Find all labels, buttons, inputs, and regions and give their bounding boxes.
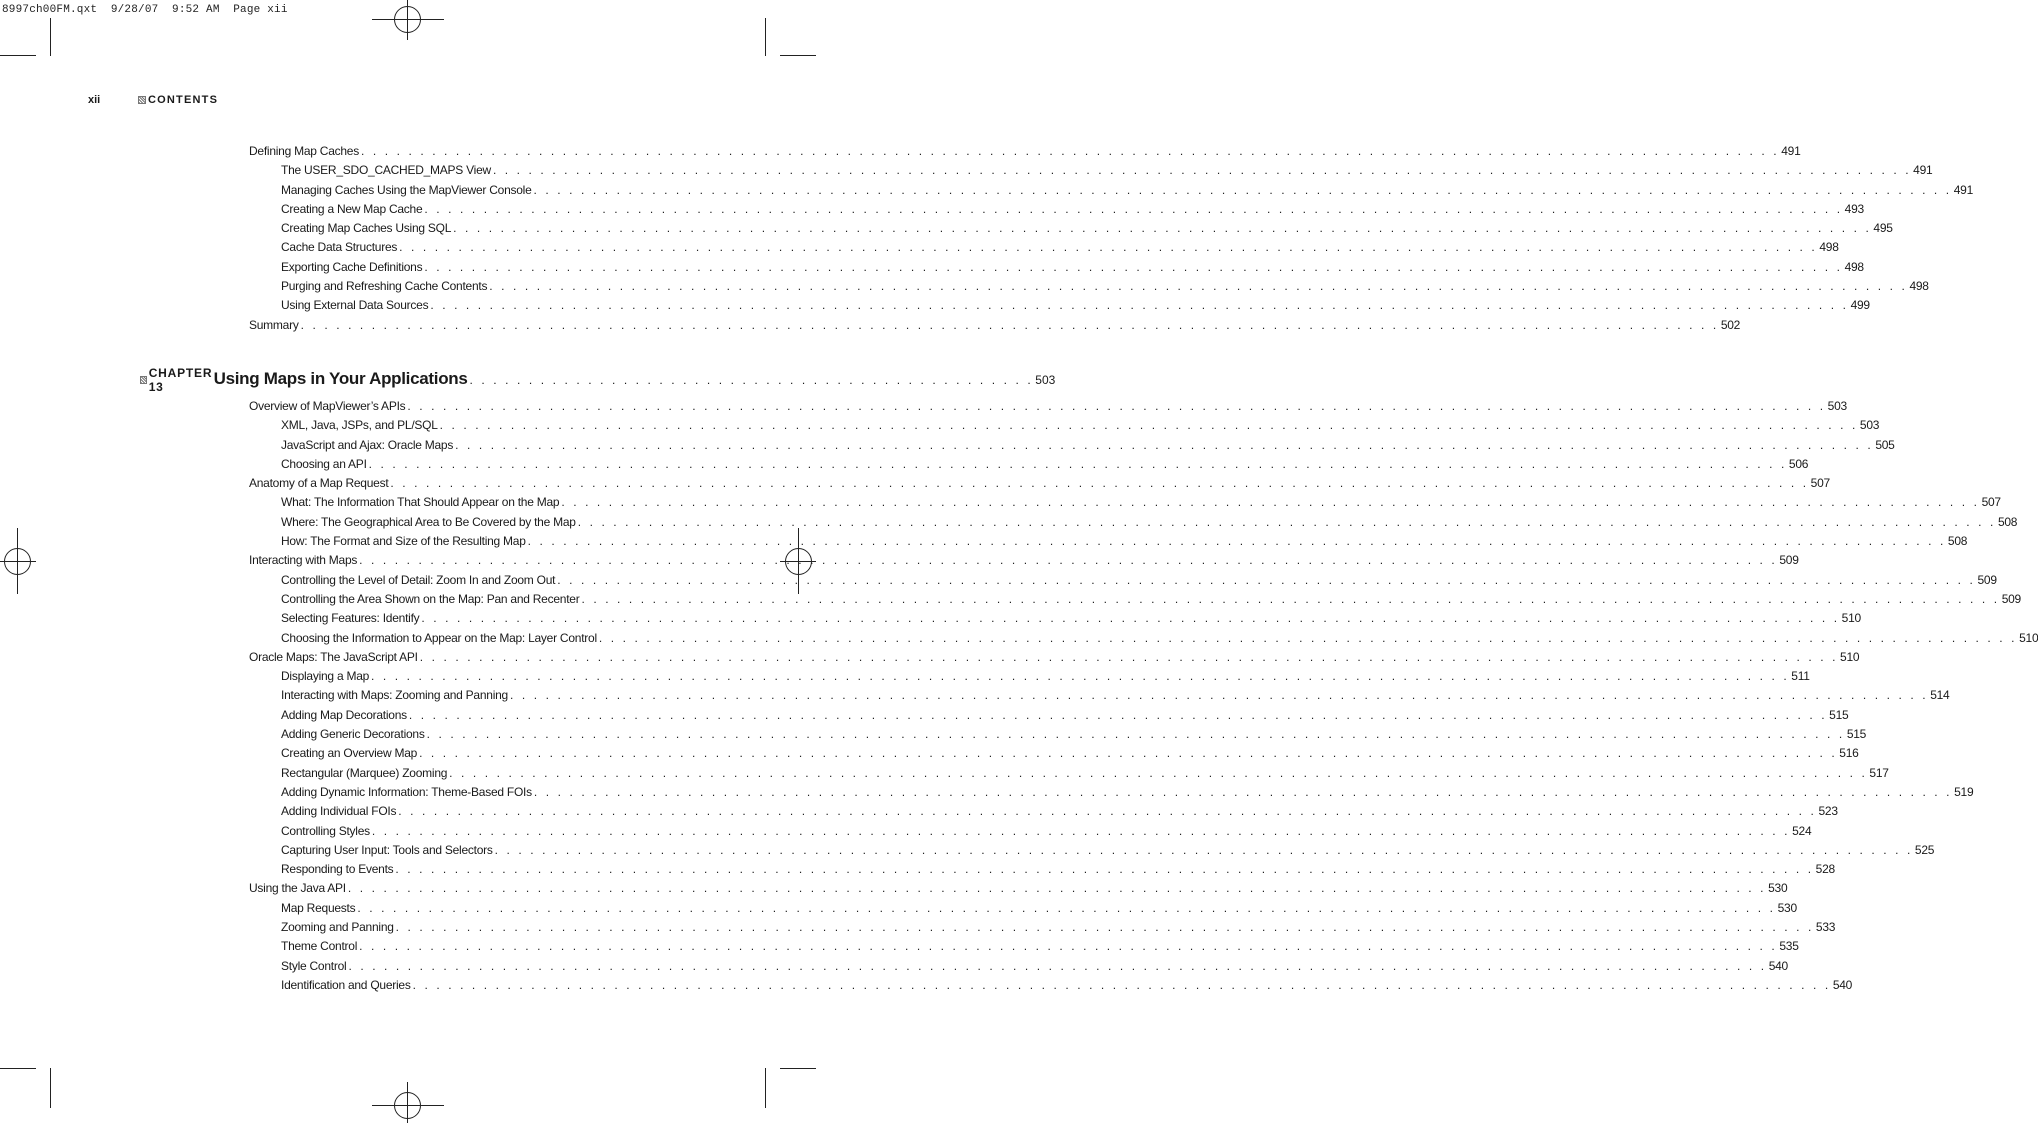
- toc-entry-title: Managing Caches Using the MapViewer Console: [281, 182, 532, 197]
- toc-entry-title: The USER_SDO_CACHED_MAPS View: [281, 163, 491, 178]
- toc-entry-page: 507: [1981, 495, 2001, 510]
- toc-entry: [249, 958, 1788, 978]
- toc-entry-title: Adding Dynamic Information: Theme-Based FOIs: [281, 784, 532, 799]
- toc-entry: [249, 939, 1799, 958]
- leader-dots: . . . . . . . . . . . . . . . . . . . . . . . . . . . . . . . . . . . . . . . . . . . . . . . .: [469, 373, 1034, 387]
- toc-entry: [249, 611, 1861, 630]
- leader-dots: . . . . . . . . . . . . . . . . . . . . . . . . . . . . . . . . . . . . . . . . . . . . . . . . . . . . . . . . . . . . . . . . . . . . . . . . . . . . . . . . . . . . . . . . . . . . . . . . . . . . . . . . . . . . . . . . . . . . . . . .: [412, 977, 1831, 992]
- crop-mark: [780, 55, 816, 56]
- toc-entry-title: Theme Control: [281, 939, 358, 954]
- toc-entry: [249, 630, 2038, 650]
- toc-entry-page: 510: [2019, 630, 2038, 645]
- leader-dots: . . . . . . . . . . . . . . . . . . . . . . . . . . . . . . . . . . . . . . . . . . . . . . . . . . . . . . . . . . . . . . . . . . . . . . . . . . . . . . . . . . . . . . . . . . . . . . . . . . . . . . . . . . . . . . . . . . . . . . . .: [359, 553, 1778, 568]
- toc-entry-title: Interacting with Maps: Zooming and Panning: [281, 688, 508, 703]
- toc-entry-page: 491: [1781, 144, 1801, 158]
- leader-dots: . . . . . . . . . . . . . . . . . . . . . . . . . . . . . . . . . . . . . . . . . . . . . . . . . . . . . . . . . . . . . . . . . . . . . . . . . . . . . . . . . . . . . . . . . . . . . . . . . . . . . . . . . . . . . . . . . . . . . . . .: [455, 437, 1874, 452]
- toc-entry-title: What: The Information That Should Appear on the Map: [281, 495, 560, 510]
- registration-mark-line: [17, 528, 18, 594]
- toc-entry-page: 499: [1850, 298, 1870, 313]
- toc-entry: [249, 279, 1929, 298]
- toc-entry: [249, 669, 1810, 688]
- toc-entry: [249, 977, 1853, 997]
- toc-section-after: [249, 399, 2038, 997]
- print-slug: 8997ch00FM.qxt 9/28/07 9:52 AM Page xii: [2, 4, 288, 16]
- toc-entry: [249, 298, 1870, 317]
- leader-dots: . . . . . . . . . . . . . . . . . . . . . . . . . . . . . . . . . . . . . . . . . . . . . . . . . . . . . . . . . . . . . . . . . . . . . . . . . . . . . . . . . . . . . . . . . . . . . . . . . . . . . . . . . . . . . . . . . . . . . . . .: [581, 591, 2000, 606]
- toc-entry-title: How: The Format and Size of the Resulting Map: [281, 534, 526, 549]
- leader-dots: . . . . . . . . . . . . . . . . . . . . . . . . . . . . . . . . . . . . . . . . . . . . . . . . . . . . . . . . . . . . . . . . . . . . . . . . . . . . . . . . . . . . . . . . . . . . . . . . . . . . . . . . . . . . . . . . . . . . . . . .: [453, 221, 1872, 236]
- toc-entry-page: 498: [1844, 259, 1864, 274]
- toc-entry-title: Using the Java API: [249, 881, 346, 896]
- toc-entry-page: 509: [2001, 591, 2021, 606]
- toc-entry-page: 514: [1930, 688, 1950, 703]
- toc-entry-title: Summary: [249, 317, 299, 332]
- running-head: [88, 94, 218, 106]
- toc-entry-title: Map Requests: [281, 900, 356, 915]
- toc-entry-title: Adding Individual FOIs: [281, 804, 397, 819]
- toc-entry-page: 517: [1869, 765, 1889, 780]
- leader-dots: . . . . . . . . . . . . . . . . . . . . . . . . . . . . . . . . . . . . . . . . . . . . . . . . . . . . . . . . . . . . . . . . . . . . . . . . . . . . . . . . . . . . . . . . . . . . . . . . . . . . . . . . . . . . . . . . . . . . . . . .: [408, 707, 1828, 722]
- toc-entry-page: 530: [1768, 881, 1788, 896]
- toc-entry: [249, 707, 1849, 727]
- leader-dots: . . . . . . . . . . . . . . . . . . . . . . . . . . . . . . . . . . . . . . . . . . . . . . . . . . . . . . . . . . . . . . . . . . . . . . . . . . . . . . . . . . . . . . . . . . . . . . . . . . . . . . . . . . . . . . . . . . . . . . . .: [577, 514, 1996, 529]
- toc-entry-page: 502: [1720, 317, 1741, 332]
- toc-entry: [249, 784, 1974, 804]
- toc-entry: [249, 534, 1968, 553]
- toc-entry-title: Overview of MapViewer’s APIs: [249, 399, 406, 413]
- toc-entry-title: Controlling the Area Shown on the Map: Pan and Recenter: [281, 591, 580, 606]
- leader-dots: . . . . . . . . . . . . . . . . . . . . . . . . . . . . . . . . . . . . . . . . . . . . . . . . . . . . . . . . . . . . . . . . . . . . . . . . . . . . . . . . . . . . . . . . . . . . . . . . . . . . . . . . . . . . . . . . . . . . . . . .: [424, 259, 1843, 274]
- toc-entry-title: Rectangular (Marquee) Zooming: [281, 765, 448, 780]
- toc-entry: [249, 900, 1797, 920]
- leader-dots: . . . . . . . . . . . . . . . . . . . . . . . . . . . . . . . . . . . . . . . . . . . . . . . . . . . . . . . . . . . . . . . . . . . . . . . . . . . . . . . . . . . . . . . . . . . . . . . . . . . . . . . . . . . . . . . . . . . . . . . .: [368, 456, 1787, 471]
- leader-dots: . . . . . . . . . . . . . . . . . . . . . . . . . . . . . . . . . . . . . . . . . . . . . . . . . . . . . . . . . . . . . . . . . . . . . . . . . . . . . . . . . . . . . . . . . . . . . . . . . . . . . . . . . . . . . . . . . . . . . . . .: [439, 418, 1858, 433]
- toc-entry-title: Choosing the Information to Appear on the Map: Layer Control: [281, 630, 597, 645]
- crop-mark: [765, 18, 766, 56]
- toc-entry-title: Identification and Queries: [281, 977, 411, 992]
- crop-mark: [765, 1068, 766, 1108]
- leader-dots: . . . . . . . . . . . . . . . . . . . . . . . . . . . . . . . . . . . . . . . . . . . . . . . . . . . . . . . . . . . . . . . . . . . . . . . . . . . . . . . . . . . . . . . . . . . . . . . . . . . . . . . . . . . . . . . . . . . . . . . .: [347, 881, 1767, 896]
- toc-entry-page: 508: [1947, 534, 1968, 549]
- toc-entry-page: 511: [1791, 669, 1810, 684]
- toc-entry-page: 535: [1779, 939, 1799, 954]
- toc-entry: [249, 881, 1788, 900]
- toc-entry-page: 491: [1953, 182, 1974, 197]
- toc-entry-title: Cache Data Structures: [281, 240, 398, 255]
- toc-entry-title: JavaScript and Ajax: Oracle Maps: [281, 437, 454, 452]
- toc-entry-title: Where: The Geographical Area to Be Covered by the Map: [281, 514, 576, 529]
- leader-dots: . . . . . . . . . . . . . . . . . . . . . . . . . . . . . . . . . . . . . . . . . . . . . . . . . . . . . . . . . . . . . . . . . . . . . . . . . . . . . . . . . . . . . . . . . . . . . . . . . . . . . . . . . . . . . . . . . . . . . . . .: [424, 201, 1843, 216]
- toc-entry: [249, 259, 1864, 279]
- toc-entry: [249, 688, 1950, 707]
- leader-dots: . . . . . . . . . . . . . . . . . . . . . . . . . . . . . . . . . . . . . . . . . . . . . . . . . . . . . . . . . . . . . . . . . . . . . . . . . . . . . . . . . . . . . . . . . . . . . . . . . . . . . . . . . . . . . . . . . . . . . . . .: [407, 399, 1826, 413]
- crop-mark: [780, 1068, 816, 1069]
- toc-entry-page: 525: [1914, 842, 1935, 857]
- toc-entry-title: Using External Data Sources: [281, 298, 429, 313]
- toc-entry-page: 528: [1815, 862, 1835, 877]
- toc-entry: [249, 418, 1880, 437]
- toc-entry-page: 510: [1840, 649, 1860, 664]
- toc-entry: [249, 553, 1799, 572]
- leader-dots: . . . . . . . . . . . . . . . . . . . . . . . . . . . . . . . . . . . . . . . . . . . . . . . . . . . . . . . . . . . . . . . . . . . . . . . . . . . . . . . . . . . . . . . . . . . . . . . . . . . . . . . . . . . . . . . . . . . . . . . .: [533, 784, 1953, 799]
- toc-entry-page: 524: [1792, 823, 1812, 838]
- toc-entry: [249, 495, 2001, 514]
- toc-entry: [249, 746, 1859, 765]
- leader-dots: . . . . . . . . . . . . . . . . . . . . . . . . . . . . . . . . . . . . . . . . . . . . . . . . . . . . . . . . . . . . . . . . . . . . . . . . . . . . . . . . . . . . . . . . . . . . . . . . . . . . . . . . . . . . . . . . . . . . . . . .: [430, 298, 1849, 313]
- toc-entry-page: 515: [1846, 727, 1867, 742]
- leader-dots: . . . . . . . . . . . . . . . . . . . . . . . . . . . . . . . . . . . . . . . . . . . . . . . . . . . . . . . . . . . . . . . . . . . . . . . . . . . . . . . . . . . . . . . . . . . . . . . . . . . . . . . . . . . . . . . . . . . . . . . .: [398, 804, 1817, 819]
- leader-dots: . . . . . . . . . . . . . . . . . . . . . . . . . . . . . . . . . . . . . . . . . . . . . . . . . . . . . . . . . . . . . . . . . . . . . . . . . . . . . . . . . . . . . . . . . . . . . . . . . . . . . . . . . . . . . . . . . . . . . . . .: [419, 649, 1839, 664]
- page-number: xii: [88, 94, 101, 106]
- toc-entry-page: 507: [1810, 476, 1830, 491]
- crop-mark: [0, 55, 36, 56]
- toc-entry-page: 519: [1954, 784, 1974, 799]
- registration-mark-line: [372, 1105, 444, 1106]
- toc-entry: [249, 476, 1830, 495]
- toc-entry-page: 516: [1839, 746, 1859, 761]
- toc-entry-title: Displaying a Map: [281, 669, 370, 684]
- leader-dots: . . . . . . . . . . . . . . . . . . . . . . . . . . . . . . . . . . . . . . . . . . . . . . . . . . . . . . . . . . . . . . . . . . . . . . . . . . . . . . . . . . . . . . . . . . . . . . . . . . . . . . . . . . . . . . . . . . . . . . . .: [357, 900, 1776, 915]
- toc-entry-title: Selecting Features: Identify: [281, 611, 420, 626]
- toc-entry-page: 515: [1829, 707, 1849, 722]
- toc-entry: [249, 163, 1933, 182]
- leader-dots: . . . . . . . . . . . . . . . . . . . . . . . . . . . . . . . . . . . . . . . . . . . . . . . . . . . . . . . . . . . . . . . . . . . . . . . . . . . . . . . . . . . . . . . . . . . . . . . . . . . . . . . . . . . . . . . . . . . . . . . .: [395, 862, 1814, 877]
- toc-entry: [249, 456, 1809, 476]
- toc-entry: [249, 920, 1836, 939]
- toc-entry-page: 509: [1779, 553, 1799, 568]
- running-head-title: CONTENTS: [138, 94, 218, 106]
- toc-entry-title: Creating Map Caches Using SQL: [281, 221, 452, 236]
- toc-entry-page: 505: [1875, 437, 1895, 452]
- toc-entry-page: 506: [1788, 456, 1809, 471]
- toc-entry: [249, 240, 1839, 259]
- toc-entry-title: Oracle Maps: The JavaScript API: [249, 649, 418, 664]
- toc-entry-title: Anatomy of a Map Request: [249, 476, 389, 491]
- toc-entry-title: Capturing User Input: Tools and Selectors: [281, 842, 493, 857]
- toc-entry: [249, 727, 1867, 746]
- registration-mark-line: [407, 0, 408, 40]
- toc-entry: [249, 144, 1801, 163]
- leader-dots: . . . . . . . . . . . . . . . . . . . . . . . . . . . . . . . . . . . . . . . . . . . . . . . . . . . . . . . . . . . . . . . . . . . . . . . . . . . . . . . . . . . . . . . . . . . . . . . . . . . . . . . . . . . . . . . . . . . . . . . .: [390, 476, 1809, 491]
- bullet-square-icon: [138, 96, 146, 104]
- toc-entry-page: 523: [1818, 804, 1838, 819]
- toc-entry-title: Defining Map Caches: [249, 144, 359, 158]
- toc-entry-title: Creating an Overview Map: [281, 746, 418, 761]
- toc-entry: [249, 842, 1935, 862]
- toc-entry: [249, 514, 2018, 534]
- toc-entry: [249, 862, 1835, 881]
- leader-dots: . . . . . . . . . . . . . . . . . . . . . . . . . . . . . . . . . . . . . . . . . . . . . . . . . . . . . . . . . . . . . . . . . . . . . . . . . . . . . . . . . . . . . . . . . . . . . . . . . . . . . . . . . . . . . . . . . . . . . . . .: [421, 611, 1840, 626]
- toc-entry-page: 540: [1768, 958, 1788, 973]
- chapter-page: 503: [1035, 373, 1056, 387]
- toc-entry-page: 509: [1977, 572, 1997, 587]
- leader-dots: . . . . . . . . . . . . . . . . . . . . . . . . . . . . . . . . . . . . . . . . . . . . . . . . . . . . . . . . . . . . . . . . . . . . . . . . . . . . . . . . . . . . . . . . . . . . . . . . . . . . . . . . . . . . . . . . . . . . . . . .: [557, 572, 1976, 587]
- toc-entry: [249, 649, 1860, 669]
- toc-entry-page: 503: [1827, 399, 1847, 413]
- leader-dots: . . . . . . . . . . . . . . . . . . . . . . . . . . . . . . . . . . . . . . . . . . . . . . . . . . . . . . . . . . . . . . . . . . . . . . . . . . . . . . . . . . . . . . . . . . . . . . . . . . . . . . . . . . . . . . . . . . . . . . . .: [492, 163, 1912, 178]
- toc-entry: [249, 765, 1889, 785]
- toc-entry-page: 498: [1909, 279, 1929, 294]
- leader-dots: . . . . . . . . . . . . . . . . . . . . . . . . . . . . . . . . . . . . . . . . . . . . . . . . . . . . . . . . . . . . . . . . . . . . . . . . . . . . . . . . . . . . . . . . . . . . . . . . . . . . . . . . . . . . . . . . . . . . . . . .: [527, 534, 1946, 549]
- leader-dots: . . . . . . . . . . . . . . . . . . . . . . . . . . . . . . . . . . . . . . . . . . . . . . . . . . . . . . . . . . . . . . . . . . . . . . . . . . . . . . . . . . . . . . . . . . . . . . . . . . . . . . . . . . . . . . . . . . . . . . . .: [561, 495, 1980, 510]
- leader-dots: . . . . . . . . . . . . . . . . . . . . . . . . . . . . . . . . . . . . . . . . . . . . . . . . . . . . . . . . . . . . . . . . . . . . . . . . . . . . . . . . . . . . . . . . . . . . . . . . . . . . . . . . . . . . . . . . . . . . . . . .: [360, 144, 1780, 158]
- chapter-heading: [140, 366, 1056, 394]
- toc-entry: [249, 182, 1974, 202]
- leader-dots: . . . . . . . . . . . . . . . . . . . . . . . . . . . . . . . . . . . . . . . . . . . . . . . . . . . . . . . . . . . . . . . . . . . . . . . . . . . . . . . . . . . . . . . . . . . . . . . . . . . . . . . . . . . . . . . . . . . . . . . .: [419, 746, 1838, 761]
- toc-entry-title: Exporting Cache Definitions: [281, 259, 423, 274]
- toc-entry: [249, 437, 1895, 457]
- leader-dots: . . . . . . . . . . . . . . . . . . . . . . . . . . . . . . . . . . . . . . . . . . . . . . . . . . . . . . . . . . . . . . . . . . . . . . . . . . . . . . . . . . . . . . . . . . . . . . . . . . . . . . . . . . . . . . . . . . . . . . . .: [598, 630, 2018, 645]
- toc-entry-page: 493: [1844, 201, 1864, 216]
- toc-entry-title: Creating a New Map Cache: [281, 201, 423, 216]
- toc-entry-title: Controlling Styles: [281, 823, 370, 838]
- toc-entry-title: Controlling the Level of Detail: Zoom In and Zoom Out: [281, 572, 556, 587]
- toc-entry: [249, 591, 2021, 611]
- registration-mark-line: [0, 561, 36, 562]
- toc-entry-title: XML, Java, JSPs, and PL/SQL: [281, 418, 438, 433]
- leader-dots: . . . . . . . . . . . . . . . . . . . . . . . . . . . . . . . . . . . . . . . . . . . . . . . . . . . . . . . . . . . . . . . . . . . . . . . . . . . . . . . . . . . . . . . . . . . . . . . . . . . . . . . . . . . . . . . . . . . . . . . .: [426, 727, 1845, 742]
- leader-dots: . . . . . . . . . . . . . . . . . . . . . . . . . . . . . . . . . . . . . . . . . . . . . . . . . . . . . . . . . . . . . . . . . . . . . . . . . . . . . . . . . . . . . . . . . . . . . . . . . . . . . . . . . . . . . . . . . . . . . . . .: [348, 958, 1767, 973]
- leader-dots: . . . . . . . . . . . . . . . . . . . . . . . . . . . . . . . . . . . . . . . . . . . . . . . . . . . . . . . . . . . . . . . . . . . . . . . . . . . . . . . . . . . . . . . . . . . . . . . . . . . . . . . . . . . . . . . . . . . . . . . .: [399, 240, 1818, 255]
- toc-entry-page: 533: [1815, 920, 1836, 935]
- leader-dots: . . . . . . . . . . . . . . . . . . . . . . . . . . . . . . . . . . . . . . . . . . . . . . . . . . . . . . . . . . . . . . . . . . . . . . . . . . . . . . . . . . . . . . . . . . . . . . . . . . . . . . . . . . . . . . . . . . . . . . . .: [359, 939, 1778, 954]
- toc-entry: [249, 201, 1864, 221]
- leader-dots: . . . . . . . . . . . . . . . . . . . . . . . . . . . . . . . . . . . . . . . . . . . . . . . . . . . . . . . . . . . . . . . . . . . . . . . . . . . . . . . . . . . . . . . . . . . . . . . . . . . . . . . . . . . . . . . . . . . . . . . .: [509, 688, 1929, 703]
- toc-entry-page: 495: [1873, 221, 1893, 236]
- crop-mark: [0, 1068, 36, 1069]
- crop-mark: [50, 18, 51, 56]
- toc-entry-page: 530: [1777, 900, 1797, 915]
- chapter-label: CHAPTER 13: [140, 366, 214, 394]
- toc-entry-title: Zooming and Panning: [281, 920, 394, 935]
- toc-entry-title: Purging and Refreshing Cache Contents: [281, 279, 488, 294]
- crop-mark: [50, 1068, 51, 1108]
- toc-entry-title: Interacting with Maps: [249, 553, 358, 568]
- leader-dots: . . . . . . . . . . . . . . . . . . . . . . . . . . . . . . . . . . . . . . . . . . . . . . . . . . . . . . . . . . . . . . . . . . . . . . . . . . . . . . . . . . . . . . . . . . . . . . . . . . . . . . . . . . . . . . . . . . . . . . . .: [494, 842, 1913, 857]
- toc-entry-page: 510: [1841, 611, 1861, 626]
- leader-dots: . . . . . . . . . . . . . . . . . . . . . . . . . . . . . . . . . . . . . . . . . . . . . . . . . . . . . . . . . . . . . . . . . . . . . . . . . . . . . . . . . . . . . . . . . . . . . . . . . . . . . . . . . . . . . . . . . . . . . . . .: [371, 823, 1791, 838]
- leader-dots: . . . . . . . . . . . . . . . . . . . . . . . . . . . . . . . . . . . . . . . . . . . . . . . . . . . . . . . . . . . . . . . . . . . . . . . . . . . . . . . . . . . . . . . . . . . . . . . . . . . . . . . . . . . . . . . . . . . . . . . .: [489, 279, 1908, 294]
- registration-mark-line: [407, 1082, 408, 1123]
- leader-dots: . . . . . . . . . . . . . . . . . . . . . . . . . . . . . . . . . . . . . . . . . . . . . . . . . . . . . . . . . . . . . . . . . . . . . . . . . . . . . . . . . . . . . . . . . . . . . . . . . . . . . . . . . . . . . . . . . . . . . . . .: [300, 317, 1719, 332]
- registration-mark-line: [372, 19, 444, 20]
- chapter-title: Using Maps in Your Applications: [213, 369, 468, 388]
- toc-entry: [249, 399, 1847, 418]
- toc-entry-page: 503: [1859, 418, 1880, 433]
- toc-entry-title: Adding Map Decorations: [281, 707, 407, 722]
- toc-entry: [249, 221, 1893, 240]
- toc-entry: [249, 804, 1838, 823]
- toc-entry-page: 540: [1832, 977, 1853, 992]
- toc-section-before: [249, 144, 1974, 337]
- toc-entry: [249, 317, 1741, 337]
- toc-entry-page: 491: [1913, 163, 1933, 178]
- toc-entry-title: Responding to Events: [281, 862, 394, 877]
- leader-dots: . . . . . . . . . . . . . . . . . . . . . . . . . . . . . . . . . . . . . . . . . . . . . . . . . . . . . . . . . . . . . . . . . . . . . . . . . . . . . . . . . . . . . . . . . . . . . . . . . . . . . . . . . . . . . . . . . . . . . . . .: [533, 182, 1952, 197]
- leader-dots: . . . . . . . . . . . . . . . . . . . . . . . . . . . . . . . . . . . . . . . . . . . . . . . . . . . . . . . . . . . . . . . . . . . . . . . . . . . . . . . . . . . . . . . . . . . . . . . . . . . . . . . . . . . . . . . . . . . . . . . .: [449, 765, 1868, 780]
- toc-entry-title: Adding Generic Decorations: [281, 727, 425, 742]
- bullet-square-icon: [140, 376, 147, 384]
- toc-entry-title: Choosing an API: [281, 456, 367, 471]
- toc-entry: [249, 572, 1997, 592]
- toc-entry-title: Style Control: [281, 958, 347, 973]
- toc-entry-page: 508: [1997, 514, 2018, 529]
- toc-entry-page: 498: [1819, 240, 1839, 255]
- leader-dots: . . . . . . . . . . . . . . . . . . . . . . . . . . . . . . . . . . . . . . . . . . . . . . . . . . . . . . . . . . . . . . . . . . . . . . . . . . . . . . . . . . . . . . . . . . . . . . . . . . . . . . . . . . . . . . . . . . . . . . . .: [371, 669, 1790, 684]
- leader-dots: . . . . . . . . . . . . . . . . . . . . . . . . . . . . . . . . . . . . . . . . . . . . . . . . . . . . . . . . . . . . . . . . . . . . . . . . . . . . . . . . . . . . . . . . . . . . . . . . . . . . . . . . . . . . . . . . . . . . . . . .: [395, 920, 1814, 935]
- toc-entry: [249, 823, 1812, 843]
